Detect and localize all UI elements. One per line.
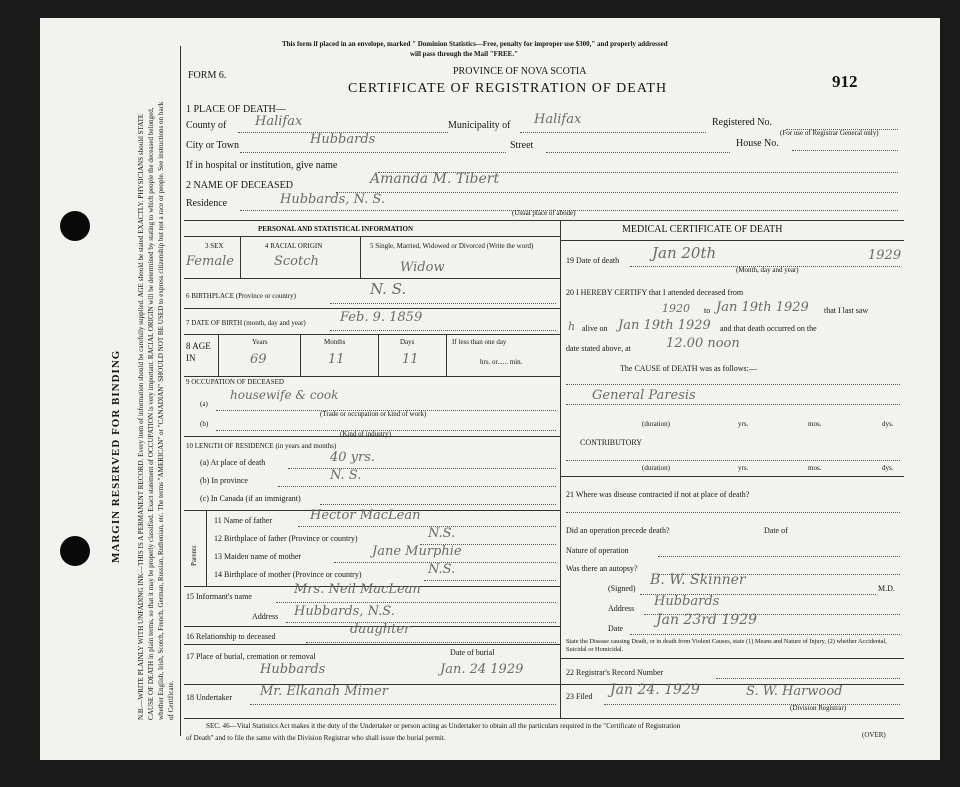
yrs-label: yrs. [738,420,749,428]
months-label: Months [324,338,346,346]
dob-value: Feb. 9. 1859 [340,310,423,325]
footer-line-2: of Death" and to file the same with the Division Registrar who shall issue the burial permit. [186,734,446,742]
violence-note: State the Disease causing Death, or in death from Violent Causes, state (1) Means and Nature of Injury, (2) whether Accidental, Suicidal or Homicidal. [566,638,887,653]
notice-line-1: This form if placed in an envelope, marked " Dominion Statistics—Free, penalty for improper use $300," and properly addressed [282,40,668,48]
registered-no-label: Registered No. [712,117,772,128]
informant-address-label: Address [252,612,279,621]
city-value: Hubbards [310,132,376,147]
less-than-day-label: If less than one day [452,338,507,346]
notice-line-2: will pass through the Mail "FREE." [410,50,518,58]
certify-label: 20 I HEREBY CERTIFY that I attended deceased from [566,288,744,297]
residence-label: Residence [186,198,228,209]
certify-date-value: Jan 23rd 1929 [656,612,757,628]
father-birthplace-value: N.S. [428,526,456,541]
attended-to-value: Jan 19th 1929 [716,300,809,315]
certificate-paper [40,18,940,760]
months-value: 11 [328,352,345,367]
city-label: City or Town [186,140,240,151]
certificate-title: CERTIFICATE OF REGISTRATION OF DEATH [348,81,668,96]
father-name-value: Hector MacLean [310,508,421,523]
attended-from-value: 1920 [662,302,690,315]
hrs-min-label: hrs. or...... min. [480,358,523,366]
occupation-value: housewife & cook [230,388,339,402]
punch-hole [60,536,90,566]
registrar-record-label: 22 Registrar's Record Number [566,668,664,677]
street-label: Street [510,140,534,151]
informant-label: 15 Informant's name [186,592,252,601]
days-value: 11 [402,352,419,367]
deceased-name-label: 2 NAME OF DECEASED [186,180,293,191]
cause-value: General Paresis [592,388,696,403]
form-number: FORM 6. [188,70,227,81]
dob-label: 7 DATE OF BIRTH (month, day and year) [186,319,306,327]
informant-address-value: Hubbards, N.S. [294,604,395,619]
informant-value: Mrs. Neil MacLean [294,582,421,597]
contracted-label: 21 Where was disease contracted if not at place of death? [566,490,750,499]
hospital-label: If in hospital or institution, give name [186,160,338,171]
in-province-label: (b) In province [200,476,248,485]
medical-heading: MEDICAL CERTIFICATE OF DEATH [622,224,783,235]
burial-place-label: 17 Place of burial, cremation or removal [186,652,316,661]
county-value: Halifax [255,114,303,129]
physician-address-label: Address [608,604,635,613]
relationship-label: 16 Relationship to deceased [186,632,276,641]
physician-signature: B. W. Skinner [650,572,746,588]
years-value: 69 [250,352,267,367]
signed-label: (Signed) [608,584,636,593]
residence-length-label: 10 LENGTH OF RESIDENCE (in years and months) [186,442,337,450]
marital-status-label: 5 Single, Married, Widowed or Divorced (Write the word) [370,242,534,250]
nature-label: Nature of operation [566,546,629,555]
mother-birthplace-value: N.S. [428,562,456,577]
operation-label: Did an operation precede death? [566,526,670,535]
contributory-dys-label: dys. [882,464,894,472]
father-name-label: 11 Name of father [214,516,273,525]
county-label: County of [186,120,227,131]
mos-label: mos. [808,420,822,428]
mother-name-label: 13 Maiden name of mother [214,552,302,561]
in-province-value: N. S. [330,468,362,483]
marital-status-value: Widow [400,260,445,275]
abode-note: (Usual place of abode) [512,209,576,217]
death-time-value: 12.00 noon [666,336,740,351]
house-no-label: House No. [736,138,779,149]
at-place-label: (a) At place of death [200,458,266,467]
md-label: M.D. [878,584,895,593]
relationship-value: daughter [350,622,411,637]
footer-line-1: SEC. 46—Vital Statistics Act makes it the duty of the Undertaker or person acting as Undertaker to obtain all the particulars required in the "Certificate of Registration [206,722,681,730]
to-label: to [704,306,711,315]
place-of-death-heading: 1 PLACE OF DEATH— [186,104,286,115]
footer-over: (OVER) [862,731,886,739]
margin-rule [180,46,181,736]
contributory-label: CONTRIBUTORY [580,438,643,447]
occupation-b-label: (b) [200,420,209,428]
death-date-note: (Month, day and year) [736,266,799,274]
alive-on-value: Jan 19th 1929 [618,318,711,333]
physician-address-value: Hubbards [654,594,720,609]
in-canada-label: (c) In Canada (if an immigrant) [200,494,301,503]
contributory-duration-label: (duration) [642,464,670,472]
binding-margin-label: MARGIN RESERVED FOR BINDING [110,349,122,563]
operation-date-label: Date of [764,526,788,535]
birthplace-label: 6 BIRTHPLACE (Province or country) [186,292,297,300]
days-label: Days [400,338,415,346]
margin-instructions: N.B.—WRITE PLAINLY WITH UNFADING INK—THIS IS A PERMANENT RECORD. Every item of information should be carefully supplied. AGE should be stated EXACTLY. PHYSICIANS should STATE CAUSE OF DEATH in plain terms, so that it may be properly classified. Exact statement of OCCUPATION is very important. RACIAL ORIGIN will be determined by stating to which people the deceased belonged, whether English, Irish, Scotch, French, German, Russian, Ruthenian, etc. The terms "AMERICAN" or "CANADIAN" SHOULD NOT BE USED to express citizenship but not a race or people. See instructions on back of Certificate. [137,101,175,720]
undertaker-value: Mr. Elkanah Mimer [260,684,388,699]
occupation-label: 9 OCCUPATION OF DECEASED [186,378,284,386]
burial-date-value: Jan. 24 1929 [440,662,524,677]
occurred-label: and that death occurred on the [720,324,817,333]
burial-date-label: Date of burial [450,648,495,657]
death-date-value: Jan 20th [652,244,717,262]
contributory-yrs-label: yrs. [738,464,749,472]
last-saw-label: that I last saw [824,306,869,315]
filed-value: Jan 24. 1929 [610,682,700,698]
date-stated-label: date stated above, at [566,344,631,353]
punch-hole [60,211,90,241]
cause-label: The CAUSE of DEATH was as follows:— [620,364,757,373]
contributory-mos-label: mos. [808,464,822,472]
alive-on-label: alive on [582,324,608,333]
racial-origin-label: 4 RACIAL ORIGIN [265,242,323,250]
burial-place-value: Hubbards [260,662,326,677]
sex-value: Female [186,254,234,269]
municipality-label: Municipality of [448,120,511,131]
residence-value: Hubbards, N. S. [280,192,385,207]
racial-origin-value: Scotch [274,254,319,269]
certificate-number: 912 [832,72,858,91]
municipality-value: Halifax [534,112,582,127]
registrar-note: (For use of Registrar General only) [780,129,879,137]
division-registrar-note: (Division Registrar) [790,704,847,712]
alive-pronoun-value: h [568,320,576,333]
at-place-value: 40 yrs. [330,450,376,465]
parents-label: Parents [190,545,198,566]
years-label: Years [252,338,268,346]
occupation-a-label: (a) [200,400,208,408]
deceased-name-value: Amanda M. Tibert [370,171,500,187]
death-year-value: 1929 [868,248,902,263]
certify-date-label: Date [608,624,624,633]
undertaker-label: 18 Undertaker [186,693,232,702]
filed-label: 23 Filed [566,692,593,701]
mother-name-value: Jane Murphie [372,544,462,559]
death-date-label: 19 Date of death [566,256,620,265]
mother-birthplace-label: 14 Birthplace of mother (Province or country) [214,570,362,579]
personal-info-heading: PERSONAL AND STATISTICAL INFORMATION [258,225,414,233]
province-label: PROVINCE OF NOVA SCOTIA [453,66,587,77]
sex-label: 3 SEX [205,242,224,250]
birthplace-value: N. S. [370,280,407,298]
father-birthplace-label: 12 Birthplace of father (Province or country) [214,534,358,543]
trade-note: (Trade or occupation or kind of work) [320,410,427,418]
dys-label: dys. [882,420,894,428]
age-label: 8 AGE IN [186,341,211,363]
industry-note: (Kind of industry) [340,430,391,438]
autopsy-label: Was there an autopsy? [566,564,638,573]
registrar-signature: S. W. Harwood [746,684,843,699]
duration-label: (duration) [642,420,670,428]
